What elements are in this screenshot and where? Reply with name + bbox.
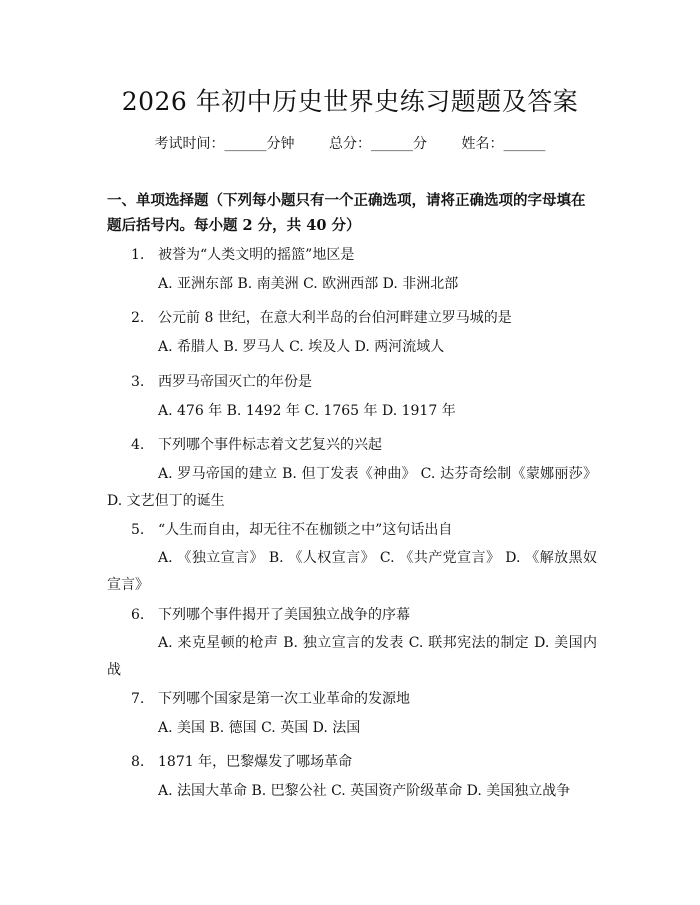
question-6 bbox=[131, 604, 410, 624]
question-text: “人生而自由，却无往不在枷锁之中”这句话出自 bbox=[158, 522, 453, 538]
question-text: 公元前 8 世纪，在意大利半岛的台伯河畔建立罗马城的是 bbox=[158, 310, 512, 326]
question-1-options: A. 亚洲东部 B. 南美洲 C. 欧洲西部 D. 非洲北部 bbox=[158, 276, 459, 292]
question-number: 5. bbox=[131, 522, 145, 538]
question-text: 下列哪个事件揭开了美国独立战争的序幕 bbox=[158, 607, 410, 623]
exam-meta bbox=[0, 133, 700, 153]
question-2 bbox=[131, 307, 512, 327]
question-number: 8. bbox=[131, 754, 145, 770]
student-name-field: 姓名：______ bbox=[461, 136, 546, 152]
question-1 bbox=[131, 244, 354, 264]
question-4 bbox=[131, 434, 382, 454]
question-text: 西罗马帝国灭亡的年份是 bbox=[158, 374, 312, 390]
question-7-options: A. 美国 B. 德国 C. 英国 D. 法国 bbox=[158, 720, 361, 736]
total-score-field: 总分：______分 bbox=[329, 136, 427, 152]
section-heading: 一、单项选择题（下列每小题只有一个正确选项，请将正确选项的字母填在题后括号内。每小题 2 分，共 40 分） bbox=[107, 192, 586, 234]
question-5-options: A. 《独立宣言》 B. 《人权宣言》 C. 《共产党宣言》 D. 《解放黑奴宣言》 bbox=[107, 550, 597, 593]
exam-time-field: 考试时间：______分钟 bbox=[154, 136, 295, 152]
question-number: 4. bbox=[131, 437, 145, 453]
question-text: 被誉为“人类文明的摇篮”地区是 bbox=[158, 247, 355, 263]
question-number: 6. bbox=[131, 607, 145, 623]
question-2-options: A. 希腊人 B. 罗马人 C. 埃及人 D. 两河流域人 bbox=[158, 339, 445, 355]
question-3 bbox=[131, 371, 312, 391]
question-number: 2. bbox=[131, 310, 145, 326]
question-text: 下列哪个国家是第一次工业革命的发源地 bbox=[158, 691, 410, 707]
page-title: 2026 年初中历史世界史练习题题及答案 bbox=[121, 87, 579, 116]
question-number: 3. bbox=[131, 374, 145, 390]
question-5 bbox=[131, 519, 452, 539]
question-text: 1871 年，巴黎爆发了哪场革命 bbox=[158, 754, 353, 770]
question-8 bbox=[131, 751, 352, 771]
question-6-options: A. 来克星顿的枪声 B. 独立宣言的发表 C. 联邦宪法的制定 D. 美国内战 bbox=[107, 635, 597, 678]
question-number: 7. bbox=[131, 691, 145, 707]
question-4-options: A. 罗马帝国的建立 B. 但丁发表《神曲》 C. 达芬奇绘制《蒙娜丽莎》 D. 文艺但丁的诞生 bbox=[107, 466, 597, 509]
question-7 bbox=[131, 688, 410, 708]
question-text: 下列哪个事件标志着文艺复兴的兴起 bbox=[158, 437, 382, 453]
question-3-options: A. 476 年 B. 1492 年 C. 1765 年 D. 1917 年 bbox=[158, 403, 456, 419]
question-number: 1. bbox=[131, 247, 145, 263]
question-8-options: A. 法国大革命 B. 巴黎公社 C. 英国资产阶级革命 D. 美国独立战争 bbox=[158, 783, 571, 799]
